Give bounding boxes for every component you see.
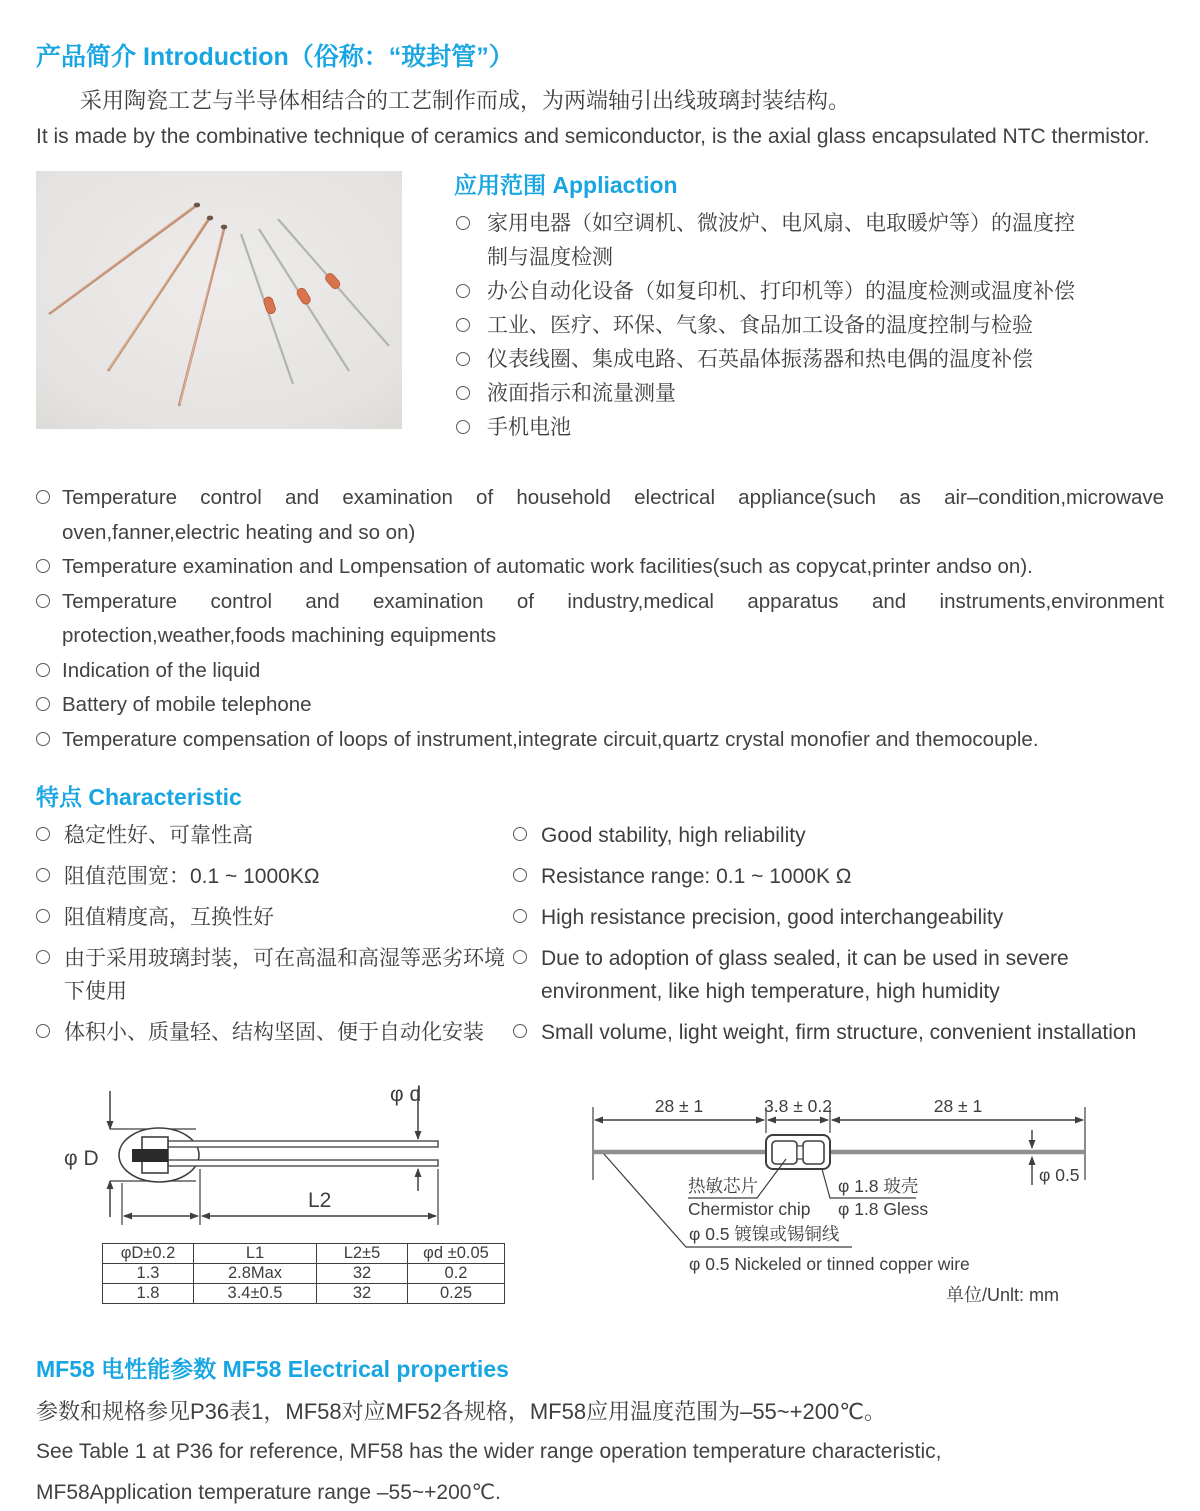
- list-item-text: Temperature control and examination of industry,medical apparatus and instruments,environment protection,weather,foods machining equipments: [62, 589, 1164, 647]
- table-header-cell: L2±5: [317, 1244, 408, 1264]
- electrical-paragraph-en-line2: MF58Application temperature range –55~+200℃.: [36, 1481, 501, 1504]
- list-item-text: 稳定性好、可靠性高: [64, 824, 253, 847]
- list-item-text: Indication of the liquid: [62, 658, 261, 682]
- list-item-text: 办公自动化设备（如复印机、打印机等）的温度检测或温度补偿: [487, 280, 1075, 303]
- circle-bullet-icon: [513, 1024, 527, 1038]
- circle-bullet-icon: [456, 284, 470, 298]
- circle-bullet-icon: [36, 909, 50, 923]
- phi-0-5-dim-label: φ 0.5: [1039, 1165, 1080, 1185]
- list-item: [36, 860, 506, 893]
- list-item: [36, 1016, 506, 1049]
- list-item: [36, 819, 506, 852]
- circle-bullet-icon: [513, 909, 527, 923]
- circle-bullet-icon: [36, 950, 50, 964]
- table-row: [103, 1284, 505, 1304]
- table-row: [103, 1244, 505, 1264]
- list-item: [454, 377, 1094, 411]
- dim-28-right-label: 28 ± 1: [933, 1096, 983, 1116]
- list-item-text: Due to adoption of glass sealed, it can be used in severe environment, like high temperature, high humidity: [541, 947, 1069, 1003]
- L2-label: L2: [308, 1189, 332, 1212]
- list-item-text: High resistance precision, good interchangeability: [541, 906, 1004, 929]
- list-item: [513, 942, 1164, 1008]
- dimension-table: [102, 1243, 505, 1304]
- application-list-zh: [454, 207, 1094, 445]
- list-item: [36, 688, 1164, 723]
- circle-bullet-icon: [36, 663, 50, 677]
- electrical-heading: MF58 电性能参数 MF58 Electrical properties: [36, 1356, 509, 1382]
- application-list-en: [36, 481, 1164, 757]
- head-dimension-diagram: [64, 1085, 464, 1240]
- list-item: [513, 1016, 1164, 1049]
- table-cell: 3.4±0.5: [194, 1284, 317, 1304]
- glass-label-en: φ 1.8 Gless: [838, 1199, 929, 1219]
- list-item: [36, 585, 1164, 654]
- circle-bullet-icon: [456, 386, 470, 400]
- characteristic-list-zh: [36, 819, 506, 1049]
- table-row: [103, 1264, 505, 1284]
- dimension-drawings: [36, 1085, 1164, 1335]
- circle-bullet-icon: [513, 868, 527, 882]
- table-cell: 0.25: [408, 1284, 505, 1304]
- copper-wire-label-zh: φ 0.5 镀镍或锡铜线: [689, 1224, 840, 1244]
- table-cell: 32: [317, 1264, 408, 1284]
- circle-bullet-icon: [36, 559, 50, 573]
- circle-bullet-icon: [456, 216, 470, 230]
- characteristic-list-en: [513, 819, 1164, 1049]
- list-item-text: 由于采用玻璃封装，可在高温和高湿等恶劣环境下使用: [64, 947, 505, 1003]
- table-cell: 1.3: [103, 1264, 194, 1284]
- dim-28-left-label: 28 ± 1: [654, 1096, 704, 1116]
- list-item-text: Temperature compensation of loops of instrument,integrate circuit,quartz crystal monofier and themocouple.: [62, 727, 1039, 751]
- list-item: [454, 411, 1094, 445]
- list-item: [454, 275, 1094, 309]
- table-cell: 1.8: [103, 1284, 194, 1304]
- table-header-cell: φD±0.2: [103, 1244, 194, 1264]
- list-item: [36, 550, 1164, 585]
- intro-heading: 产品简介 Introduction（俗称：“玻封管”）: [36, 43, 514, 71]
- phi-d-label: φ d: [390, 1085, 422, 1106]
- list-item-text: 体积小、质量轻、结构坚固、便于自动化安装: [64, 1021, 484, 1044]
- list-item-text: Battery of mobile telephone: [62, 693, 312, 716]
- circle-bullet-icon: [513, 827, 527, 841]
- list-item: [513, 901, 1164, 934]
- circle-bullet-icon: [36, 697, 50, 711]
- circle-bullet-icon: [36, 868, 50, 882]
- list-item: [36, 901, 506, 934]
- list-item: [513, 860, 1164, 893]
- electrical-paragraph-zh: 参数和规格参见P36表1，MF58对应MF52各规格，MF58应用温度范围为–55~+200℃。: [36, 1399, 886, 1424]
- intro-paragraph-zh: 采用陶瓷工艺与半导体相结合的工艺制作而成，为两端轴引出线玻璃封装结构。: [80, 88, 851, 113]
- list-item-text: Temperature examination and Lompensation of automatic work facilities(such as copycat,printer andso on).: [62, 555, 1033, 578]
- intro-paragraph-en: It is made by the combinative technique of ceramics and semiconductor, is the axial glass encapsulated NTC thermistor.: [36, 125, 1150, 148]
- circle-bullet-icon: [456, 318, 470, 332]
- characteristic-columns: [36, 819, 1164, 1057]
- circle-bullet-icon: [513, 950, 527, 964]
- circle-bullet-icon: [36, 732, 50, 746]
- circle-bullet-icon: [36, 490, 50, 504]
- phi-D-label: φ D: [64, 1147, 99, 1170]
- photo-application-row: [36, 171, 1164, 445]
- circle-bullet-icon: [456, 352, 470, 366]
- glass-label-zh: φ 1.8 玻壳: [838, 1176, 919, 1196]
- circle-bullet-icon: [36, 1024, 50, 1038]
- electrical-properties-section: [36, 1355, 1164, 1510]
- list-item-text: 手机电池: [487, 416, 571, 439]
- list-item-text: Resistance range: 0.1 ~ 1000K Ω: [541, 865, 852, 888]
- list-item-text: 阻值精度高，互换性好: [64, 906, 274, 929]
- list-item: [36, 942, 506, 1008]
- dim-3-8-label: 3.8 ± 0.2: [764, 1096, 832, 1116]
- circle-bullet-icon: [456, 420, 470, 434]
- application-heading: 应用范围 Appliaction: [454, 172, 678, 198]
- list-item-text: Temperature control and examination of household electrical appliance(such as air–condition,microwave oven,fanner,electric heating and so on): [62, 486, 1164, 544]
- list-item-text: Small volume, light weight, firm structure, convenient installation: [541, 1021, 1137, 1044]
- unit-label: 单位/Unlt: mm: [946, 1285, 1060, 1305]
- list-item: [36, 723, 1164, 758]
- list-item-text: Good stability, high reliability: [541, 824, 806, 847]
- list-item-text: 工业、医疗、环保、气象、食品加工设备的温度控制与检验: [487, 314, 1033, 337]
- list-item: [454, 343, 1094, 377]
- chip-label-en: Chermistor chip: [688, 1199, 811, 1219]
- product-photo: [36, 171, 402, 429]
- table-header-cell: φd ±0.05: [408, 1244, 505, 1264]
- characteristic-section: [36, 783, 1164, 1057]
- list-item: [454, 207, 1094, 275]
- copper-wire-label-en: φ 0.5 Nickeled or tinned copper wire: [689, 1254, 970, 1274]
- circle-bullet-icon: [36, 827, 50, 841]
- electrical-paragraph-en-line1: See Table 1 at P36 for reference, MF58 has the wider range operation temperature characteristic,: [36, 1440, 942, 1463]
- list-item-text: 家用电器（如空调机、微波炉、电风扇、电取暖炉等）的温度控制与温度检测: [487, 212, 1075, 269]
- circle-bullet-icon: [36, 594, 50, 608]
- axial-dimension-diagram: [576, 1085, 1196, 1325]
- thermistor-photo-illustration: [36, 171, 402, 429]
- characteristic-column-zh: [36, 819, 513, 1057]
- list-item: [513, 819, 1164, 852]
- list-item-text: 液面指示和流量测量: [487, 382, 676, 405]
- characteristic-heading: 特点 Characteristic: [36, 784, 242, 810]
- table-cell: 2.8Max: [194, 1264, 317, 1284]
- list-item-text: 阻值范围宽：0.1 ~ 1000KΩ: [64, 865, 320, 888]
- list-item-text: 仪表线圈、集成电路、石英晶体振荡器和热电偶的温度补偿: [487, 348, 1033, 371]
- table-cell: 0.2: [408, 1264, 505, 1284]
- list-item: [454, 309, 1094, 343]
- chip-label-zh: 热敏芯片: [688, 1176, 758, 1196]
- characteristic-column-en: [513, 819, 1164, 1057]
- list-item: [36, 481, 1164, 550]
- list-item: [36, 654, 1164, 689]
- application-section: [454, 171, 1114, 445]
- table-header-cell: L1: [194, 1244, 317, 1264]
- table-cell: 32: [317, 1284, 408, 1304]
